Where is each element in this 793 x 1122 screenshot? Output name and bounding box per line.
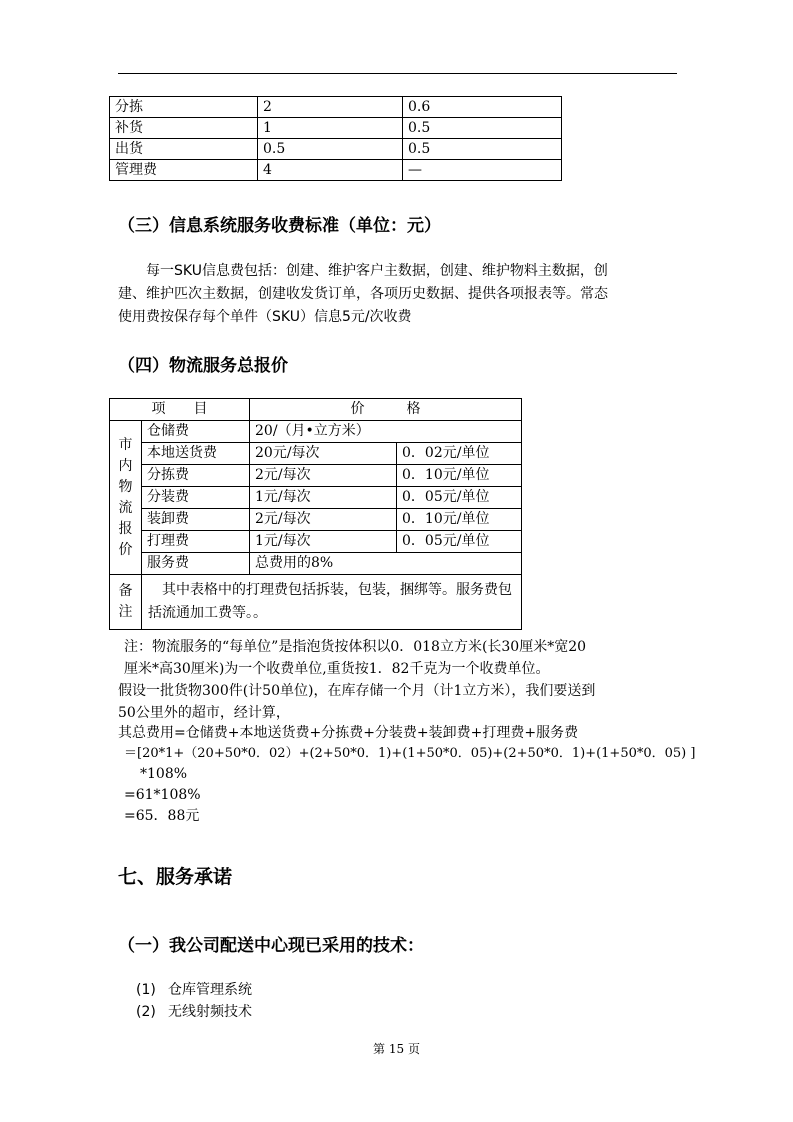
fee-name: 本地送货费 [142, 443, 250, 465]
note-line: 注：物流服务的“每单位”是指泡货按体积以0．018立方米(长30厘米*宽20 [124, 639, 587, 655]
note-line: *108% [140, 766, 188, 782]
fee-price: 2元/每次 [250, 509, 397, 531]
section7-sub-heading: （一）我公司配送中心现已采用的技术： [118, 936, 424, 956]
section3-heading: （三）信息系统服务收费标准（单位：元） [118, 216, 441, 236]
fee-price: 20元/每次 [250, 443, 397, 465]
paragraph-line: 使用费按保存每个单件（SKU）信息5元/次收费 [118, 309, 412, 325]
header-item: 项 目 [110, 399, 250, 421]
page-number: 第 15 页 [373, 1042, 420, 1056]
fee-table [109, 96, 562, 181]
table-row [110, 421, 522, 443]
table-cell: — [403, 160, 562, 181]
fee-price: 总费用的8% [250, 553, 522, 575]
table-row [110, 509, 522, 531]
remark-label: 备 注 [110, 575, 142, 630]
table-row [110, 531, 522, 553]
fee-name: 分装费 [142, 487, 250, 509]
fee-unit-price: 0．10元/单位 [397, 509, 522, 531]
note-line: =61*108% [124, 787, 201, 803]
paragraph-line: 每一SKU信息费包括：创建、维护客户主数据，创建、维护物料主数据，创 [118, 263, 608, 279]
list-item [136, 1001, 252, 1021]
section4-heading: （四）物流服务总报价 [118, 356, 288, 376]
remark-text: 其中表格中的打理费包括拆装，包装，捆绑等。服务费包括流通加工费等。。 [142, 575, 522, 630]
fee-name: 服务费 [142, 553, 250, 575]
note-line: 50公里外的超市，经计算， [118, 705, 290, 721]
table-cell: 0.5 [258, 139, 403, 160]
fee-unit-price: 0．10元/单位 [397, 465, 522, 487]
table-row [110, 487, 522, 509]
table-row [110, 160, 562, 181]
fee-price: 1元/每次 [250, 487, 397, 509]
note-line: 假设一批货物300件(计50单位)，在库存储一个月（计1立方米），我们要送到 [118, 683, 596, 699]
note-formula: ＝[20*1+（20+50*0．02）+(2+50*0．1)+(1+50*0．05)+(2+50*0．1)+(1+50*0．05) ] [124, 746, 696, 761]
fee-name: 打理费 [142, 531, 250, 553]
table-cell: 补货 [110, 118, 258, 139]
fee-price: 20/（月•立方米） [250, 421, 522, 443]
header-price: 价 格 [250, 399, 522, 421]
note-line: 其总费用=仓储费+本地送货费+分拣费+分装费+装卸费+打理费+服务费 [118, 725, 579, 741]
list-number: (2) [136, 1004, 156, 1020]
table-row [110, 553, 522, 575]
list-item [136, 979, 252, 999]
table-cell: 1 [258, 118, 403, 139]
header-rule [118, 73, 677, 74]
remark-row [110, 575, 522, 630]
fee-unit-price: 0．05元/单位 [397, 531, 522, 553]
fee-price: 1元/每次 [250, 531, 397, 553]
table-header-row [110, 399, 522, 421]
fee-price: 2元/每次 [250, 465, 397, 487]
note-line: 厘米*高30厘米)为一个收费单位,重货按1．82千克为一个收费单位。 [124, 661, 550, 677]
group-label: 市 内 物 流 报 价 [110, 421, 142, 575]
table-cell: 0.5 [403, 139, 562, 160]
section7-heading: 七、服务承诺 [118, 866, 233, 888]
table-cell: 0.6 [403, 97, 562, 118]
fee-unit-price: 0．05元/单位 [397, 487, 522, 509]
table-row [110, 118, 562, 139]
table-cell: 出货 [110, 139, 258, 160]
fee-name: 分拣费 [142, 465, 250, 487]
section3-paragraph [118, 260, 680, 329]
note-result: =65．88元 [124, 808, 200, 824]
quote-table [109, 398, 522, 630]
fee-name: 装卸费 [142, 509, 250, 531]
table-row [110, 465, 522, 487]
table-cell: 管理费 [110, 160, 258, 181]
fee-name: 仓储费 [142, 421, 250, 443]
fee-unit-price: 0．02元/单位 [397, 443, 522, 465]
table-cell: 4 [258, 160, 403, 181]
paragraph-line: 建、维护匹次主数据，创建收发货订单，各项历史数据、提供各项报表等。常态 [118, 286, 608, 302]
table-cell: 2 [258, 97, 403, 118]
table-row [110, 443, 522, 465]
table-row [110, 97, 562, 118]
table-row [110, 139, 562, 160]
list-text: 仓库管理系统 [168, 982, 252, 998]
table-cell: 0.5 [403, 118, 562, 139]
table-cell: 分拣 [110, 97, 258, 118]
list-number: (1) [136, 982, 156, 998]
list-text: 无线射频技术 [168, 1004, 252, 1020]
